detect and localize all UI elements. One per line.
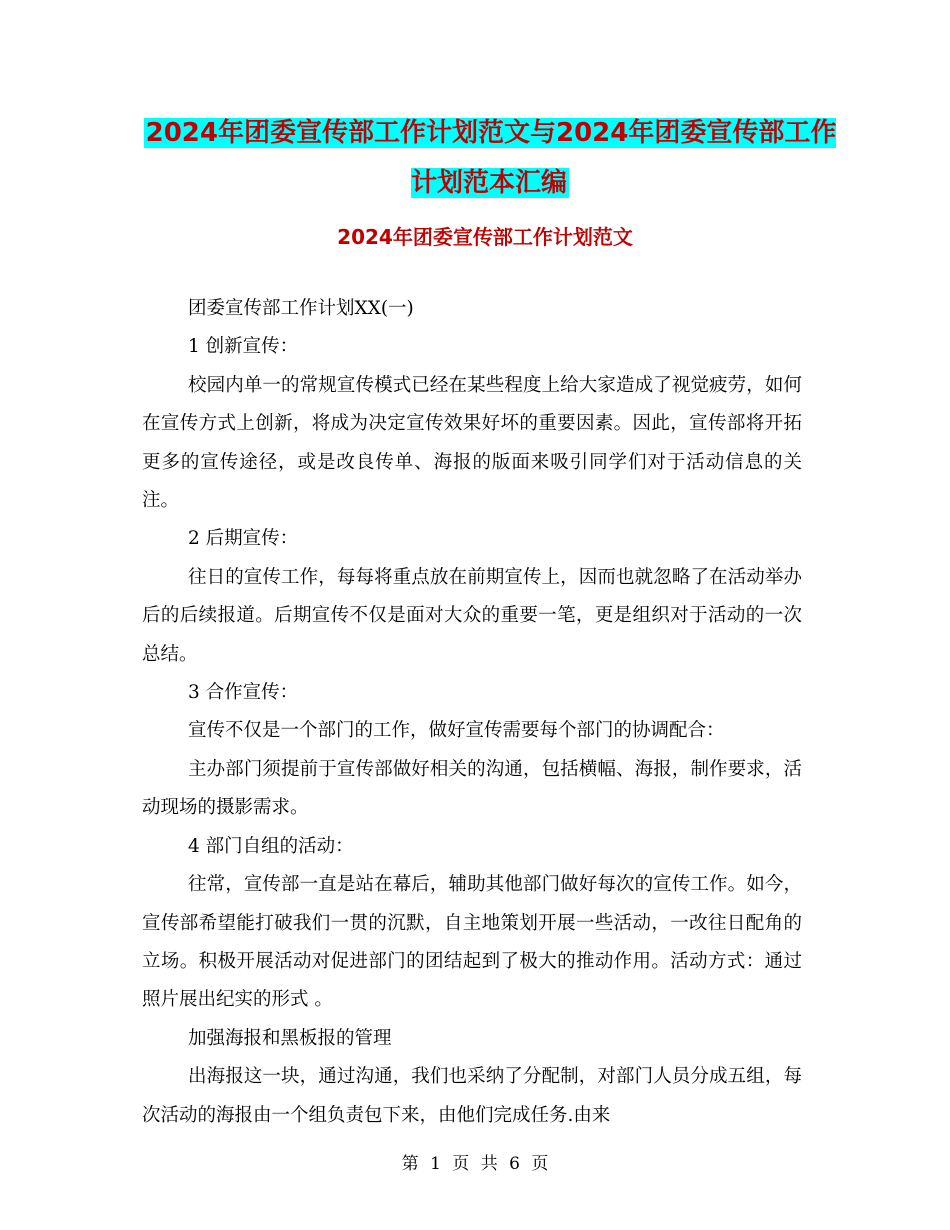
paragraph: 加强海报和黑板报的管理 xyxy=(188,1027,392,1049)
paragraph: 往常，宣传部一直是站在幕后，辅助其他部门做好每次的宣传工作。如今，宣传部希望能打破我们一贯的沉默，自主地策划开展一些活动，一改往日配角的立场。积极开展活动对促进部门的团结起到了极大的推动作用。活动方式：通过照片展出纪实的形式 。 xyxy=(142,874,802,1011)
paragraph: 出海报这一块，通过沟通，我们也采纳了分配制，对部门人员分成五组，每次活动的海报由一个组负责包下来，由他们完成任务.由来 xyxy=(142,1066,802,1126)
paragraph: 团委宣传部工作计划XX(一) xyxy=(188,298,414,319)
section-title: 2024年团委宣传部工作计划范文 xyxy=(337,225,633,249)
paragraph: 1 创新宣传： xyxy=(188,336,299,358)
document-title-text: 2024年团委宣传部工作计划范文与2024年团委宣传部工作计划范本汇编 xyxy=(145,118,837,198)
document-body xyxy=(142,290,802,1135)
paragraph: 主办部门须提前于宣传部做好相关的沟通，包括横幅、海报，制作要求，活动现场的摄影需求。 xyxy=(142,758,802,819)
page-footer: 第 1 页 共 6 页 xyxy=(401,1154,549,1174)
paragraph: 校园内单一的常规宣传模式已经在某些程度上给大家造成了视觉疲劳，如何在宣传方式上创新，将成为决定宣传效果好坏的重要因素。因此，宣传部将开拓更多的宣传途径，或是改良传单、海报的版面来吸引同学们对于活动信息的关注。 xyxy=(142,374,802,512)
document-title xyxy=(140,108,840,208)
paragraph: 宣传不仅是一个部门的工作，做好宣传需要每个部门的协调配合： xyxy=(188,720,725,742)
paragraph: 4 部门自组的活动： xyxy=(188,835,354,857)
paragraph: 往日的宣传工作，每每将重点放在前期宣传上，因而也就忽略了在活动举办后的后续报道。后期宣传不仅是面对大众的重要一笔，更是组织对于活动的一次总结。 xyxy=(142,566,802,665)
paragraph: 3 合作宣传： xyxy=(188,682,299,704)
paragraph: 2 后期宣传： xyxy=(188,528,299,550)
